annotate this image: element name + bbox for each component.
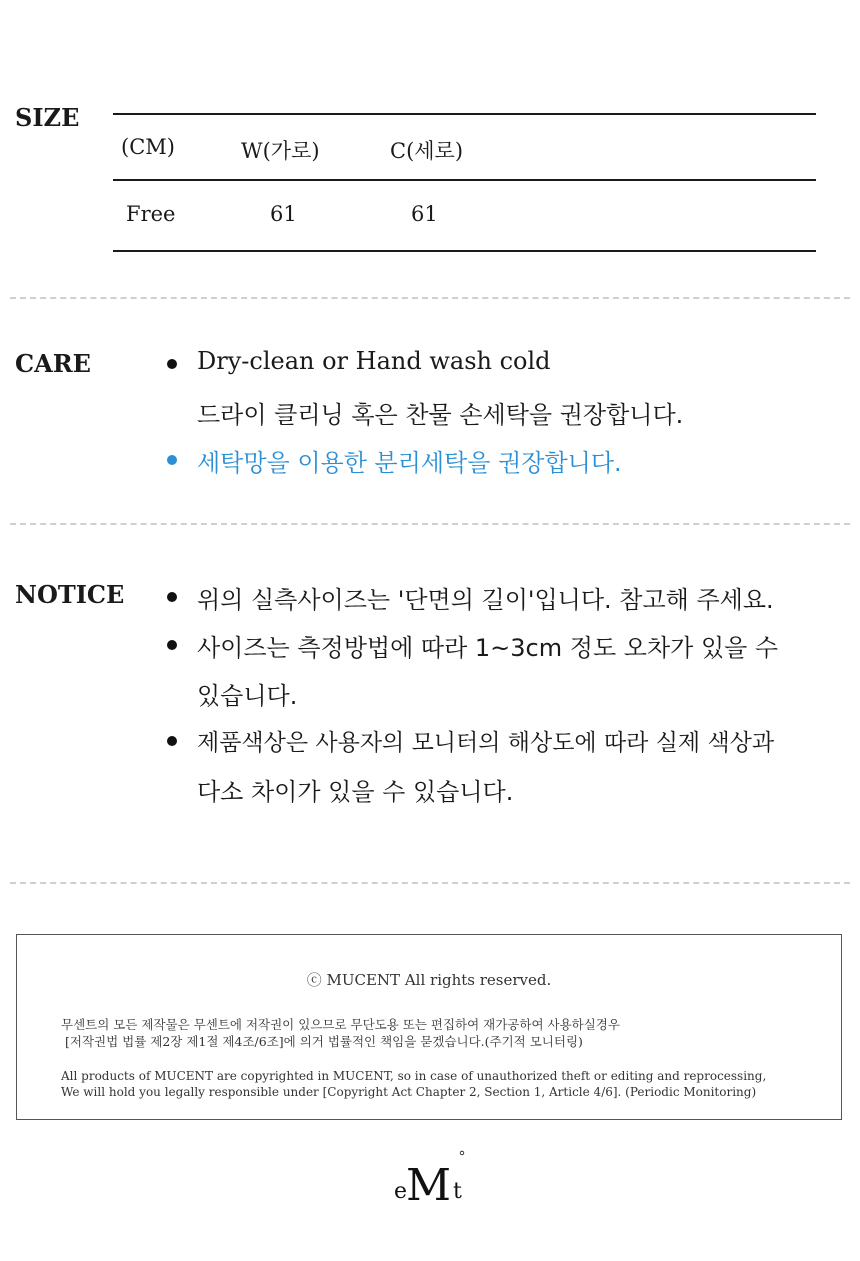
dashed-divider — [10, 523, 850, 525]
copyright-ko-line: 무센트의 모든 제작물은 무센트에 저작권이 있으므로 무단도용 또는 편집하여 재가공하여 사용하실경우 — [61, 1017, 620, 1032]
bullet-icon — [167, 359, 177, 369]
mucent-logo-icon — [392, 1148, 472, 1208]
table-cell-length: 61 — [411, 202, 438, 226]
bullet-icon — [167, 455, 177, 465]
table-cell-size: Free — [126, 202, 176, 226]
bullet-icon — [167, 592, 177, 602]
size-label: SIZE — [15, 103, 80, 132]
copyright-title: ⓒ MUCENT All rights reserved. — [306, 971, 552, 989]
copyright-box — [16, 934, 842, 1120]
size-table — [113, 113, 816, 253]
dashed-divider — [10, 297, 850, 299]
table-rule-mid — [113, 179, 816, 181]
table-header-length: C(세로) — [390, 139, 464, 163]
notice-text: 위의 실측사이즈는 '단면의 길이'입니다. 참고해 주세요. — [197, 586, 774, 614]
dashed-divider — [10, 882, 850, 884]
table-header-width: W(가로) — [241, 139, 320, 163]
care-text: 세탁망을 이용한 분리세탁을 권장합니다. — [197, 449, 622, 477]
logo-dot — [460, 1151, 464, 1155]
notice-text: 제품색상은 사용자의 모니터의 해상도에 따라 실제 색상과 — [197, 730, 775, 756]
notice-label: NOTICE — [15, 580, 125, 609]
notice-text: 다소 차이가 있을 수 있습니다. — [197, 778, 514, 806]
notice-text: 있습니다. — [197, 682, 298, 710]
logo-letter-e: e — [394, 1179, 408, 1204]
copyright-en-line: All products of MUCENT are copyrighted in MUCENT, so in case of unauthorized theft or editing and reprocessing, — [61, 1069, 767, 1083]
care-text: Dry-clean or Hand wash cold — [197, 347, 551, 375]
bullet-icon — [167, 640, 177, 650]
table-cell-width: 61 — [270, 202, 297, 226]
care-label: CARE — [15, 349, 91, 378]
table-rule-top — [113, 113, 816, 115]
copyright-ko-line: [저작권법 법률 제2장 제1절 제4조/6조]에 의거 법률적인 책임을 묻겠습니다.(주기적 모니터링) — [65, 1034, 583, 1049]
table-header-unit: (CM) — [121, 135, 175, 159]
copyright-en-line: We will hold you legally responsible under [Copyright Act Chapter 2, Section 1, Article 4/6]. (Periodic Monitoring) — [61, 1085, 757, 1099]
care-text: 드라이 클리닝 혹은 찬물 손세탁을 권장합니다. — [197, 401, 684, 429]
bullet-icon — [167, 736, 177, 746]
notice-text: 사이즈는 측정방법에 따라 1~3cm 정도 오차가 있을 수 — [197, 634, 779, 662]
logo-letter-m: M — [406, 1160, 452, 1208]
table-rule-bottom — [113, 250, 816, 252]
logo-letter-t: t — [453, 1179, 462, 1204]
